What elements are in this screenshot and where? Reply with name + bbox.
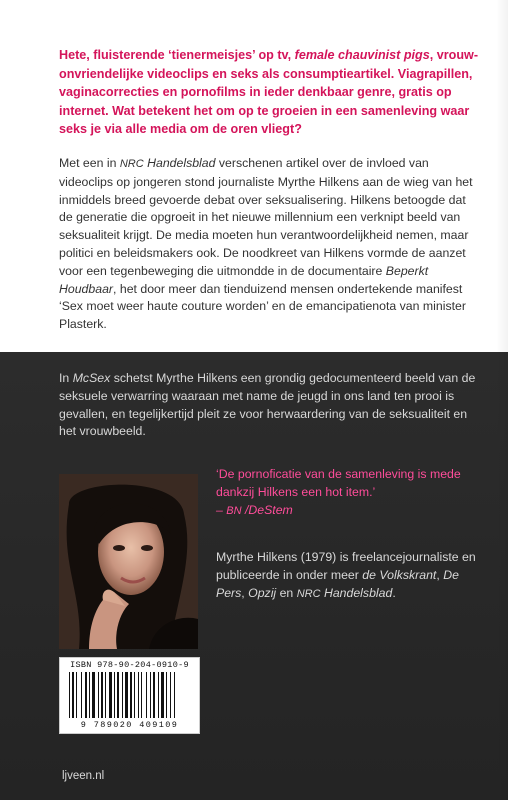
summary-text-b: schetst Myrthe Hilkens een grondig gedocumenteerd beeld van de seksuele verwarring waaraan met name de jeugd in ons land ten prooi is gevallen, en tegelijkertijd pleit ze voor herwaardering van de seksualiteit en het vrouwbeeld. xyxy=(59,371,476,439)
handelsblad-label: Handelsblad xyxy=(143,156,216,170)
bio-nrc: NRC xyxy=(296,587,321,600)
description-paragraph xyxy=(59,155,479,334)
barcode-bar xyxy=(158,672,159,718)
barcode-bar xyxy=(166,672,167,718)
author-bio xyxy=(216,549,491,603)
barcode-bar xyxy=(89,672,90,718)
summary-text-a: In xyxy=(59,371,73,385)
author-photo xyxy=(59,474,198,649)
bio-sep-2: , xyxy=(241,585,249,600)
description-text-a: Met een in xyxy=(59,156,120,170)
press-quote xyxy=(216,466,491,520)
barcode-bar xyxy=(141,672,142,718)
barcode-bar xyxy=(72,672,74,718)
barcode-bar xyxy=(174,672,175,718)
barcode-bar xyxy=(146,672,147,718)
bio-handelsblad: Handelsblad xyxy=(320,585,393,600)
quote-dash: – xyxy=(216,502,227,517)
barcode-bar xyxy=(153,672,155,718)
barcode-number: 9 789020 409109 xyxy=(80,720,179,730)
description-text-b: verschenen artikel over de invloed van videoclips op jongeren stond journaliste Myrthe Hilkens aan de wieg van het inmiddels breed gevoerde debat over seksualisering. Hilkens betoogde dat de generatie die opgroeit in het nieuwe millennium een verknipt beeld van seksualiteit krijgt. De media moeten hun verantwoordelijkheid nemen, maar politici en beleidsmakers ook. De noodkreet van Hilkens vormde de aanzet voor een tegenbeweging die uitmondde in de documentaire xyxy=(59,156,473,278)
barcode-bar xyxy=(81,672,82,718)
barcode-bar xyxy=(122,672,123,718)
barcode-bar xyxy=(130,672,132,718)
barcode-bar xyxy=(161,672,164,718)
bio-volkskrant: de Volkskrant xyxy=(362,567,437,582)
documentary-title: Beperkt Houdbaar xyxy=(59,263,429,296)
barcode-bar xyxy=(92,672,95,718)
barcode-bar xyxy=(85,672,87,718)
intro-text-2: , vrouwonvriendelijke videoclips en seks als consumptieartikel. Viagrapillen, vaginacorrecties en pornofilms in ieder denkbaar genre, gratis op internet. Wat betekent het om op te groeien in een samenleving waar seks je via alle media om de oren vliegt? xyxy=(59,48,479,136)
barcode xyxy=(59,657,200,734)
quote-source-name: /DeStem xyxy=(241,502,293,517)
barcode-bar xyxy=(150,672,151,718)
bio-sep-1: , xyxy=(436,567,444,582)
barcode-bar xyxy=(98,672,99,718)
intro-blurb xyxy=(59,46,479,139)
cover-top-panel xyxy=(0,0,508,352)
quote-source xyxy=(216,502,491,521)
barcode-bar xyxy=(114,672,115,718)
quote-text: ‘De pornoficatie van de samenleving is mede dankzij Hilkens een hot item.’ xyxy=(216,467,461,499)
barcode-bar xyxy=(109,672,112,718)
barcode-bar xyxy=(69,672,70,718)
bio-pers: De Pers xyxy=(216,567,459,600)
summary-paragraph xyxy=(59,370,479,441)
isbn-label: ISBN 978-90-204-0910-9 xyxy=(70,660,189,670)
book-title: McSex xyxy=(72,371,111,385)
author-portrait-image xyxy=(59,474,198,649)
intro-emphasis: female chauvinist pigs xyxy=(294,48,430,62)
description-text-c: , het door meer dan tienduizend mensen ondertekende manifest ‘Sex moet weer haute couture worden’ en de emancipatienota van minister Plasterk. xyxy=(59,281,466,332)
barcode-bar xyxy=(125,672,128,718)
barcode-bar xyxy=(138,672,139,718)
nrc-label: NRC xyxy=(119,158,144,170)
bio-end: . xyxy=(392,585,396,600)
barcode-bar xyxy=(170,672,171,718)
barcode-bar xyxy=(101,672,103,718)
barcode-bar xyxy=(117,672,119,718)
barcode-bar xyxy=(76,672,77,718)
bio-opzij: Opzij xyxy=(248,585,277,600)
bio-text-a: Myrthe Hilkens (1979) is freelancejournaliste en publiceerde in onder meer xyxy=(216,550,476,582)
page-edge-shadow xyxy=(496,0,508,800)
bio-text-b: en xyxy=(276,585,297,600)
cover-bottom-panel xyxy=(0,352,508,800)
quote-bn: BN xyxy=(226,504,242,517)
intro-text-1: Hete, fluisterende ‘tienermeisjes’ op tv, xyxy=(59,48,295,62)
publisher-website[interactable]: ljveen.nl xyxy=(62,770,105,782)
barcode-bar xyxy=(105,672,106,718)
barcode-bar xyxy=(134,672,135,718)
